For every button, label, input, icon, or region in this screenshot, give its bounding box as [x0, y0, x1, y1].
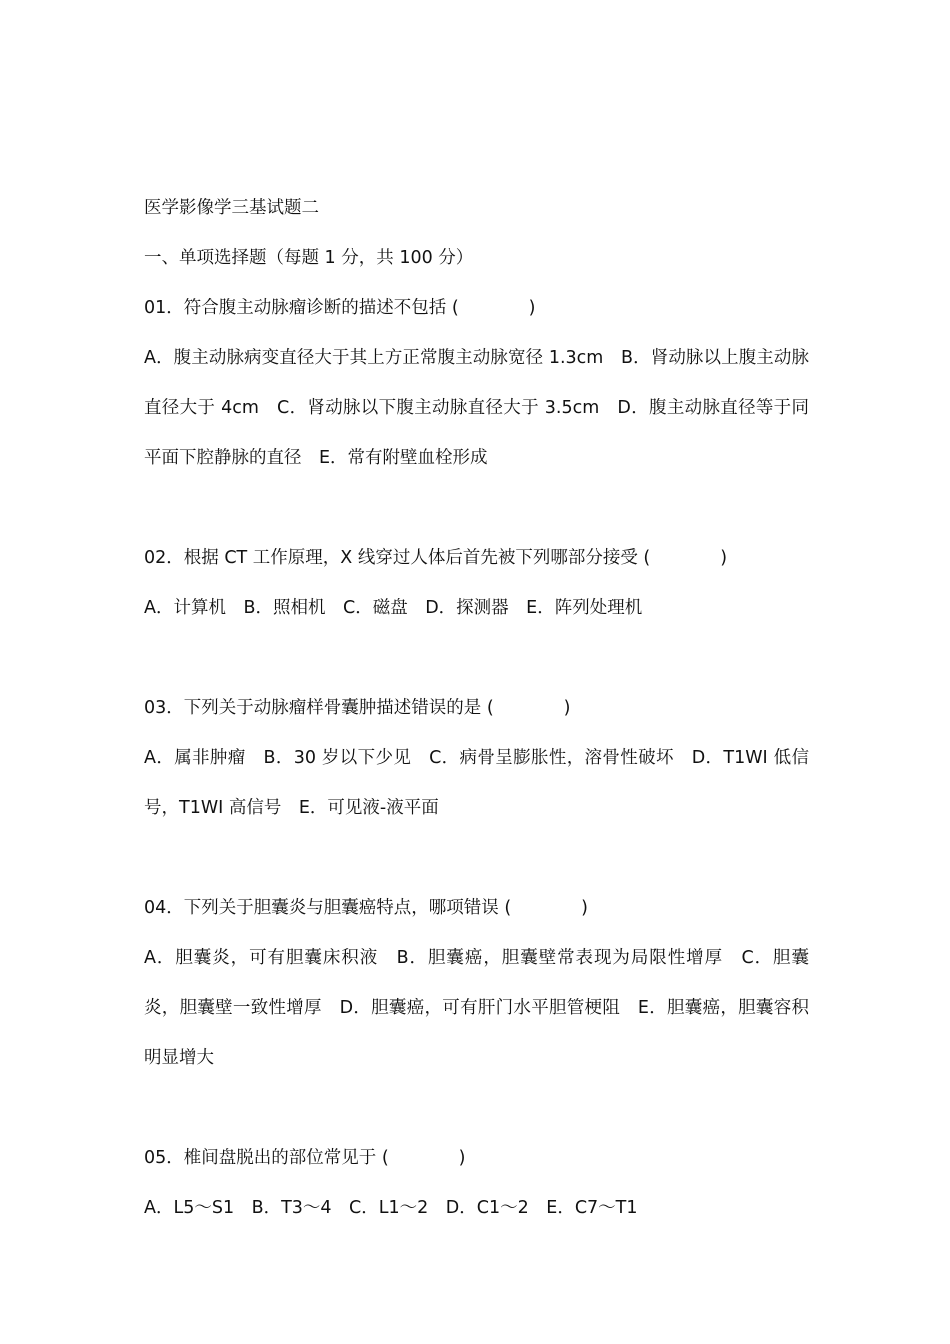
section-heading: 一、单项选择题（每题 1 分，共 100 分） [144, 248, 474, 268]
question-stem: 01．符合腹主动脉瘤诊断的描述不包括 ( ) [144, 298, 536, 318]
question-stem: 05．椎间盘脱出的部位常见于 ( ) [144, 1148, 466, 1168]
question-options: A．属非肿瘤 B．30 岁以下少见 C．病骨呈膨胀性，溶骨性破坏 D．T1WI 低信号，T1WI 高信号 E．可见液-液平面 [144, 748, 809, 818]
question-1 [144, 283, 809, 483]
document-body [144, 183, 809, 1233]
question-options: A．计算机 B．照相机 C．磁盘 D．探测器 E．阵列处理机 [144, 598, 643, 618]
spacer [144, 1083, 809, 1133]
question-stem: 04．下列关于胆囊炎与胆囊癌特点，哪项错误 ( ) [144, 898, 588, 918]
question-options: A．胆囊炎，可有胆囊床积液 B．胆囊癌，胆囊壁常表现为局限性增厚 C．胆囊炎，胆囊壁一致性增厚 D．胆囊癌，可有肝门水平胆管梗阻 E．胆囊癌，胆囊容积明显增大 [144, 948, 809, 1068]
question-3 [144, 683, 809, 833]
spacer [144, 483, 809, 533]
spacer [144, 833, 809, 883]
question-stem: 03．下列关于动脉瘤样骨囊肿描述错误的是 ( ) [144, 698, 571, 718]
document-title: 医学影像学三基试题二 [144, 198, 319, 218]
question-stem: 02．根据 CT 工作原理，X 线穿过人体后首先被下列哪部分接受 ( ) [144, 548, 728, 568]
spacer [144, 633, 809, 683]
question-5 [144, 1133, 809, 1233]
question-4 [144, 883, 809, 1083]
question-options: A．L5～S1 B．T3～4 C．L1～2 D．C1～2 E．C7～T1 [144, 1198, 638, 1218]
question-2 [144, 533, 809, 633]
question-options: A．腹主动脉病变直径大于其上方正常腹主动脉宽径 1.3cm B．肾动脉以上腹主动脉直径大于 4cm C．肾动脉以下腹主动脉直径大于 3.5cm D．腹主动脉直径等于同平面下腔静脉的直径 E．常有附壁血栓形成 [144, 348, 809, 468]
